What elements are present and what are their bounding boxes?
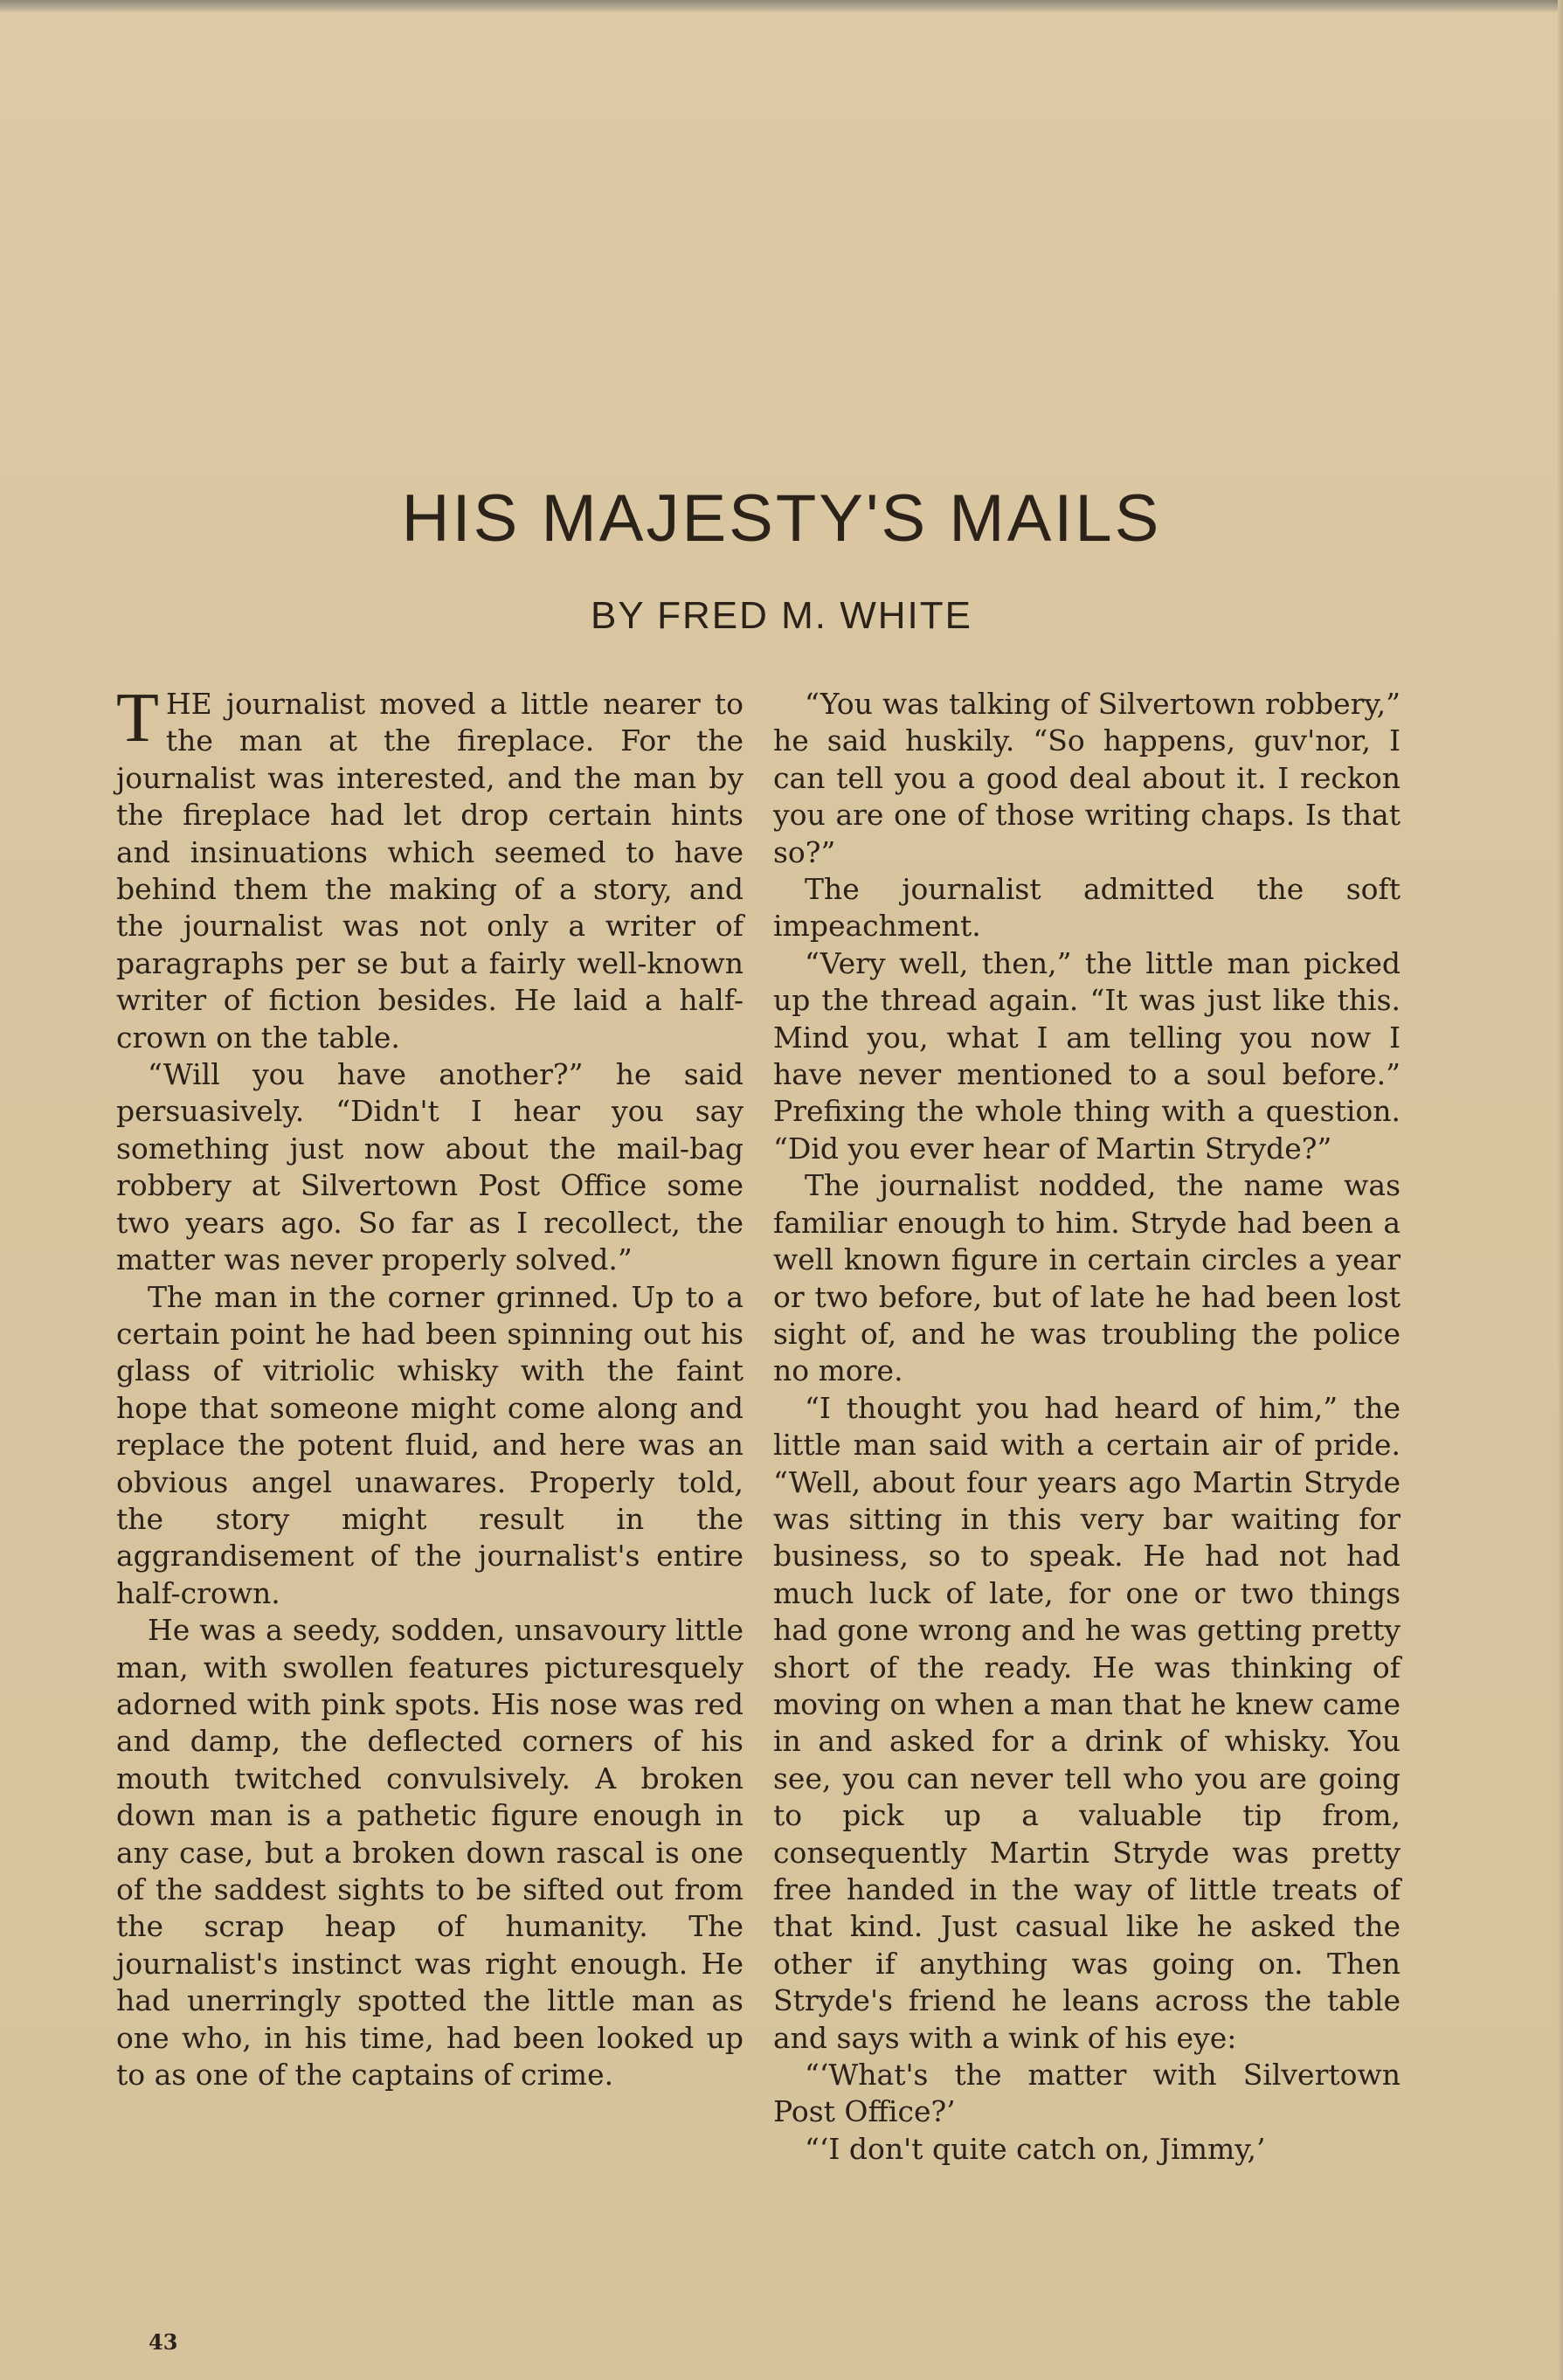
paragraph: THE journalist moved a little nearer to the man at the fireplace. For the journalist was interested, and the man by the fireplace had let drop certain hints and insinuations which seemed to have behind them the making of a story, and the journalist was not only a writer of paragraphs per se but a fairly well-known writer of fiction besides. He laid a half-crown on the table.	[116, 680, 743, 1055]
text-column-left	[116, 680, 743, 2093]
paragraph: “I thought you had heard of him,” the little man said with a certain air of pride. “Well, about four years ago Martin Stryde was sitting in this very bar waiting for business, so to speak. He had not had much luck of late, for one or two things had gone wrong and he was getting pretty short of the ready. He was thinking of moving on when a man that he knew came in and asked for a drink of whisky. You see, you can never tell who you are going to pick up a valuable tip from, consequently Martin Stryde was pretty free handed in the way of little treats of that kind. Just casual like he asked the other if anything was going on. Then Stryde's friend he leans across the table and says with a wink of his eye:	[773, 1390, 1400, 2055]
drop-cap: T	[116, 680, 159, 757]
text-column-right	[773, 686, 1400, 2168]
paragraph: The journalist nodded, the name was familiar enough to him. Stryde had been a well known figure in certain circles a year or two before, but of late he had been lost sight of, and he was troubling the police no more.	[773, 1168, 1400, 1388]
page-top-edge	[0, 0, 1563, 12]
page-right-edge	[1558, 0, 1563, 2380]
paragraph: “Will you have another?” he said persuasively. “Didn't I hear you say something just now about the mail-bag robbery at Silvertown Post Office some two years ago. So far as I recollect, the matter was never properly solved.”	[116, 1057, 743, 1277]
paragraph: “Very well, then,” the little man picked up the thread again. “It was just like this. Mind you, what I am telling you now I have never mentioned to a soul before.” Prefixing the whole thing with a question. “Did you ever hear of Martin Stryde?”	[773, 945, 1400, 1166]
paragraph: “‘I don't quite catch on, Jimmy,’	[805, 2131, 1266, 2166]
paragraph: “‘What's the matter with Silvertown Post Office?’	[773, 2058, 1400, 2129]
page-number: 43	[149, 2329, 178, 2355]
paragraph: He was a seedy, sodden, unsavoury little man, with swollen features picturesquely adorned with pink spots. His nose was red and damp, the deflected corners of his mouth twitched convulsively. A broken down man is a pathetic figure enough in any case, but a broken down rascal is one of the saddest sights to be sifted out from the scrap heap of humanity. The journalist's instinct was right enough. He had unerringly spotted the little man as one who, in his time, had been looked up to as one of the captains of crime.	[116, 1613, 743, 2093]
paragraph: “You was talking of Silvertown robbery,” he said huskily. “So happens, guv'nor, I can tell you a good deal about it. I reckon you are one of those writing chaps. Is that so?”	[773, 687, 1400, 869]
paragraph: The man in the corner grinned. Up to a certain point he had been spinning out his glass of vitriolic whisky with the faint hope that someone might come along and replace the potent fluid, and here was an obvious angel unawares. Properly told, the story might result in the aggrandisement of the journalist's entire half-crown.	[116, 1279, 743, 1610]
article-byline: BY FRED M. WHITE	[591, 594, 972, 637]
article-title: HIS MAJESTY'S MAILS	[401, 481, 1162, 556]
paragraph: The journalist admitted the soft impeachment.	[773, 872, 1400, 944]
